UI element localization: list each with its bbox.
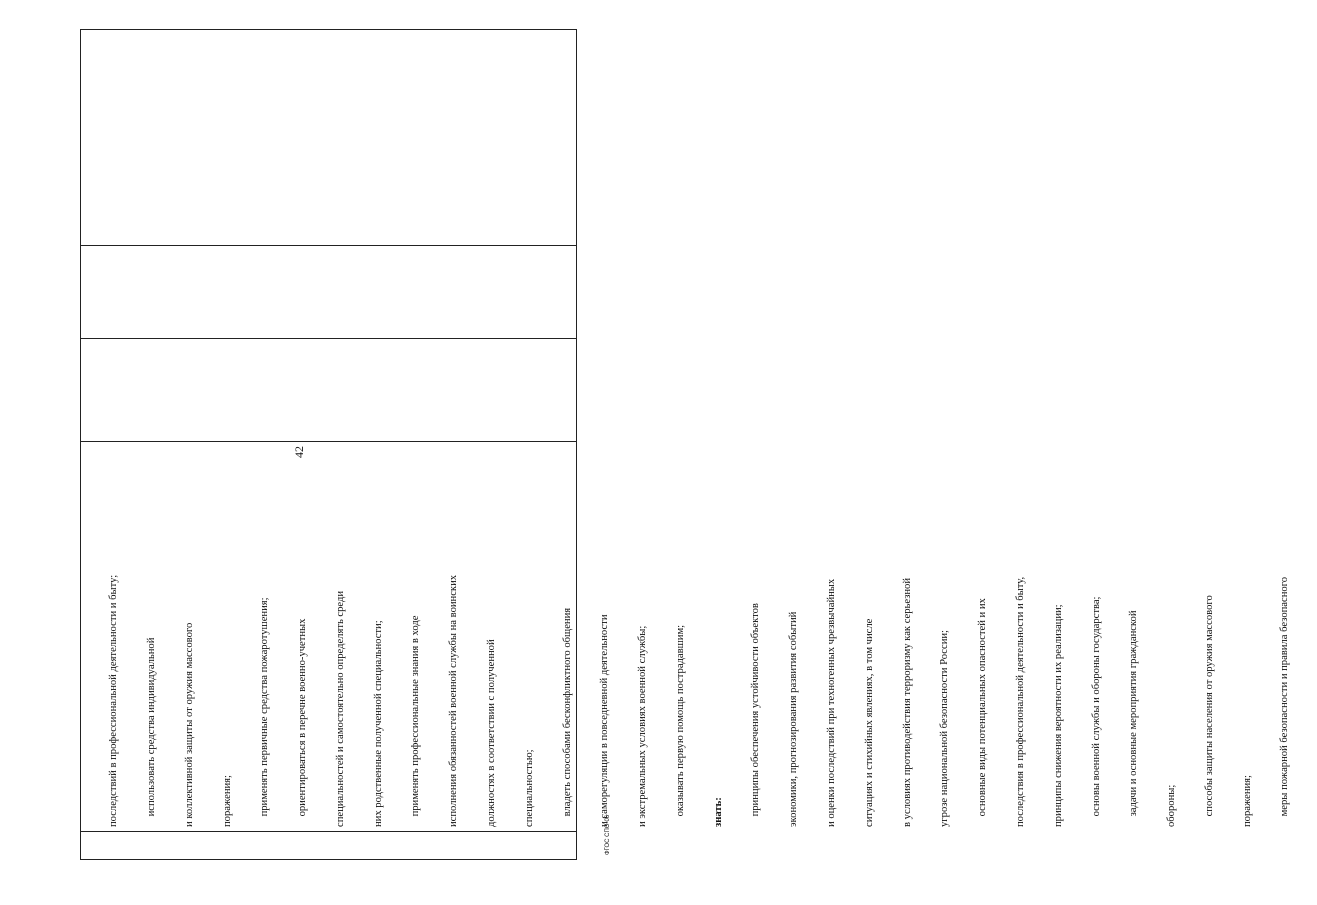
text-line: способы защиты населения от оружия массового: [1203, 595, 1215, 827]
text-line: должностях в соответствии с полученной: [486, 639, 497, 827]
table-cell-description: [81, 442, 1291, 832]
text-line: задачи и основные мероприятия гражданской: [1128, 610, 1140, 827]
page-number: 42: [292, 446, 306, 458]
text-line: экономики, прогнозирования развития событий: [788, 611, 800, 827]
table-cell-index: [81, 832, 577, 860]
text-line: и коллективной защиты от оружия массового: [183, 622, 195, 827]
text-line: основы военной службы и обороны государства;: [1090, 596, 1102, 827]
table-cell-empty: [81, 339, 577, 442]
text-line: применять первичные средства пожаротушения;: [259, 597, 271, 827]
footer-code: ФГОС СПО-06: [605, 814, 611, 855]
text-line: угрозе национальной безопасности России;: [939, 630, 951, 827]
table-row: [81, 30, 577, 860]
text-line: в условиях противодействия терроризму как серьезной: [901, 577, 913, 827]
text-line: обороны;: [1166, 784, 1178, 827]
text-line: принципы снижения вероятности их реализации;: [1052, 604, 1064, 827]
text-line: ориентироваться в перечне военно-учетных: [297, 618, 309, 827]
text-line: и экстремальных условиях военной службы;: [637, 625, 649, 827]
text-line: поражения;: [1241, 774, 1253, 827]
text-line: ситуациях и стихийных явлениях, в том числе: [863, 618, 875, 827]
text-line: оказывать первую помощь пострадавшим;: [674, 624, 686, 827]
text-line: принципы обеспечения устойчивости объектов: [750, 603, 762, 827]
text-line: специальностей и самостоятельно определять среди: [334, 590, 346, 827]
text-line: них родственные полученной специальности;: [372, 620, 384, 827]
know-heading: знать:: [712, 797, 724, 827]
table-cell-empty: [81, 30, 577, 246]
text-line: применять профессиональные знания в ходе: [410, 615, 422, 827]
text-line: исполнения обязанностей военной службы на воинских: [448, 574, 460, 827]
text-line: и саморегуляции в повседневной деятельности: [599, 614, 611, 827]
text-line: меры пожарной безопасности и правила безопасного: [1279, 576, 1291, 827]
text-line: основные виды потенциальных опасностей и их: [977, 598, 989, 827]
description-text: [81, 442, 1291, 831]
text-line: последствия в профессиональной деятельности и быту,: [1014, 576, 1026, 827]
text-line: последствий в профессиональной деятельности и быту;: [108, 574, 120, 827]
text-line: владеть способами бесконфликтного общения: [561, 607, 573, 827]
text-line: использовать средства индивидуальной: [145, 637, 157, 827]
text-line: поражения;: [221, 774, 233, 827]
text-line: и оценки последствий при техногенных чрезвычайных: [826, 578, 838, 827]
table-cell-empty: [81, 246, 577, 339]
text-line: специальностью;: [523, 749, 535, 827]
